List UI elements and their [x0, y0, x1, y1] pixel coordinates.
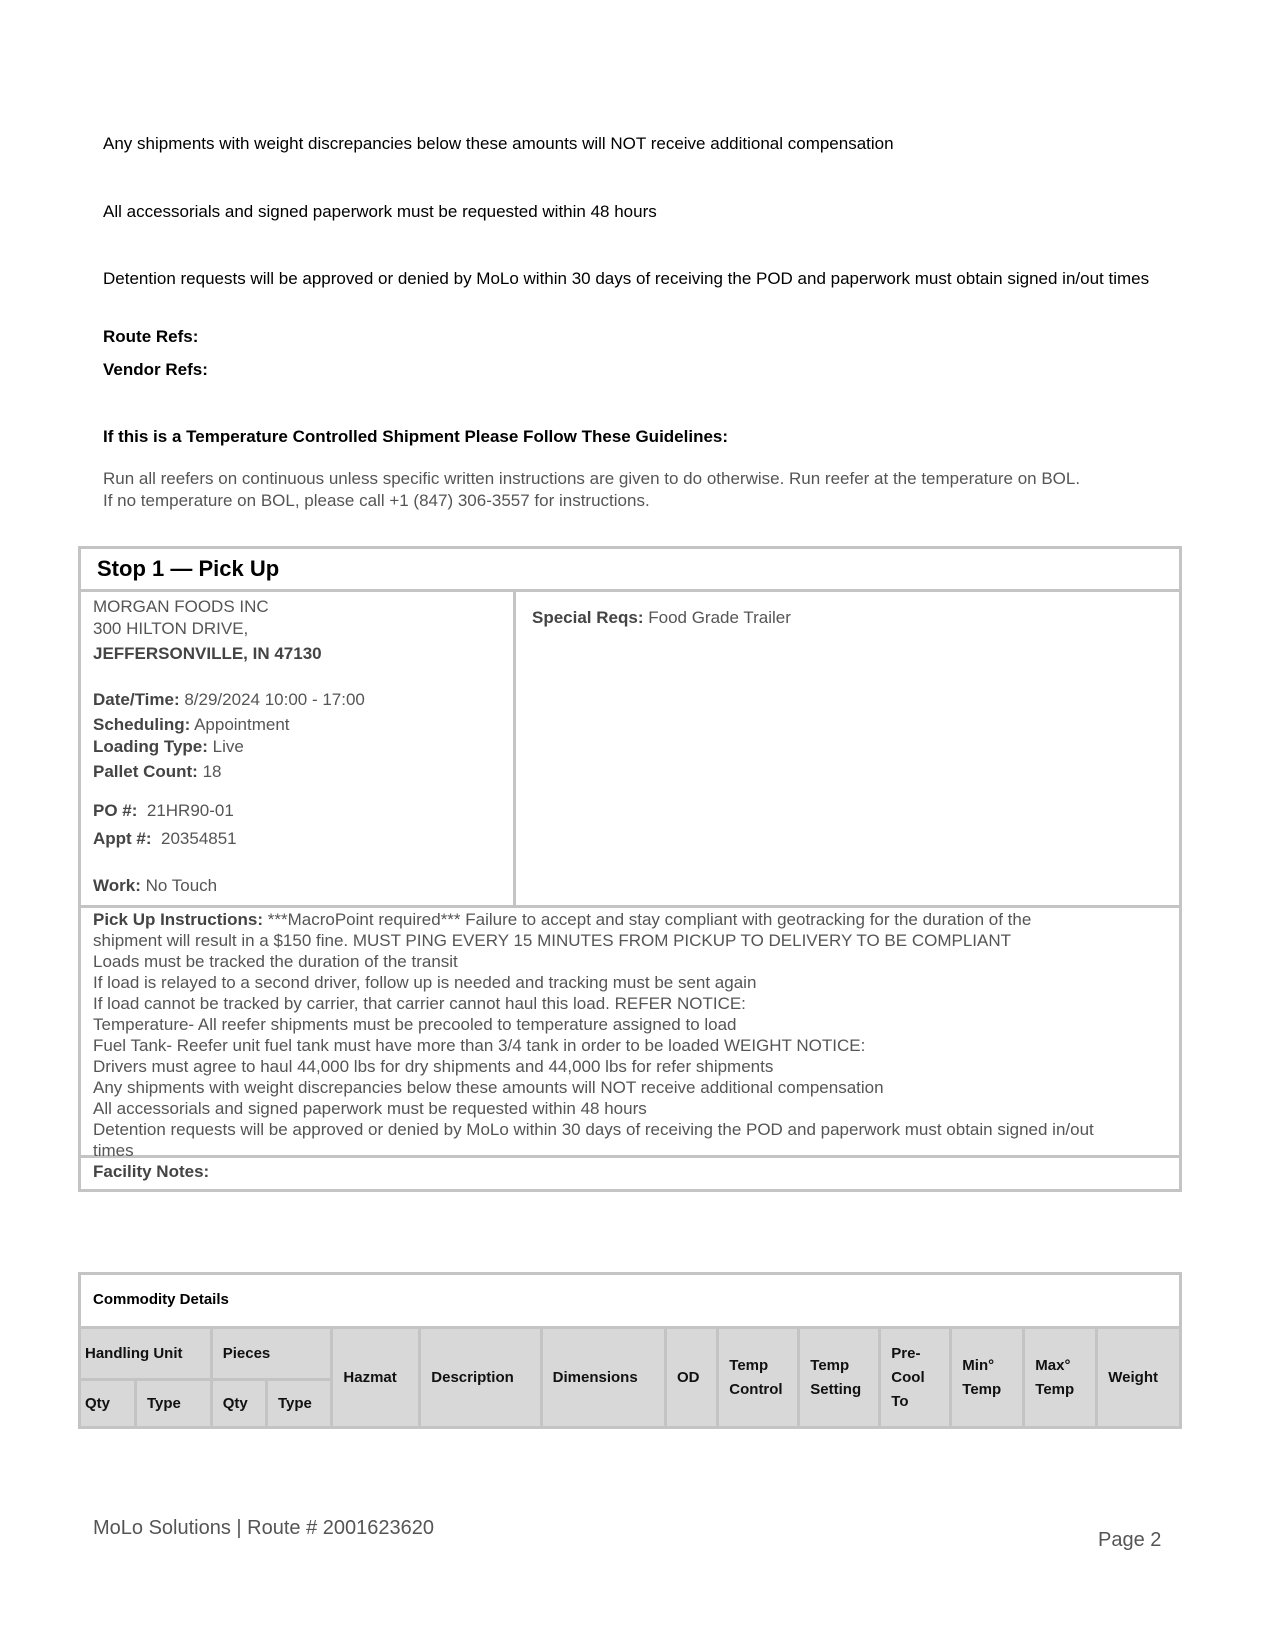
pallet-count-row: Pallet Count: 18 — [93, 762, 222, 781]
footer-page: Page 2 — [1098, 1529, 1162, 1551]
scheduling-row: Scheduling: Appointment — [93, 715, 290, 734]
instruction-line: Temperature- All reefer shipments must be precooled to temperature assigned to load — [93, 1015, 737, 1034]
precool-header: Pre-Cool To — [880, 1328, 951, 1428]
datetime-row: Date/Time: 8/29/2024 10:00 - 17:00 — [93, 690, 365, 709]
stop-header — [81, 549, 1179, 592]
temp-setting-header: Temp Setting — [799, 1328, 880, 1428]
pickup-instructions-first: Pick Up Instructions: ***MacroPoint required*** Failure to accept and stay compliant with geotracking for the duration of the shipment will result in a $150 fine. MUST PING EVERY 15 MINUTES FROM PICKUP TO DELIVERY TO BE COMPLIANT — [93, 910, 1032, 950]
appt-row: Appt #: 20354851 — [93, 829, 237, 848]
pieces-qty-header: Qty — [211, 1380, 266, 1428]
stop-title: Stop 1 — Pick Up — [97, 556, 280, 581]
hazmat-header: Hazmat — [332, 1328, 420, 1428]
instruction-line: If load is relayed to a second driver, follow up is needed and tracking must be sent again — [93, 973, 757, 992]
pickup-instructions-cell — [81, 905, 1179, 1158]
po-row: PO #: 21HR90-01 — [93, 801, 234, 820]
instruction-line: Detention requests will be approved or denied by MoLo within 30 days of receiving the POD and paperwork must obtain signed in/out times — [93, 1120, 1094, 1160]
instruction-line: All accessorials and signed paperwork must be requested within 48 hours — [93, 1099, 647, 1118]
handling-qty-header: Qty — [80, 1380, 136, 1428]
special-reqs-value: Food Grade Trailer — [648, 608, 791, 627]
footer-route: MoLo Solutions | Route # 2001623620 — [93, 1517, 435, 1539]
accessorials-notice: All accessorials and signed paperwork must be requested within 48 hours — [103, 202, 657, 221]
max-temp-header: Max° Temp — [1024, 1328, 1097, 1428]
pieces-type-header: Type — [266, 1380, 331, 1428]
description-header: Description — [420, 1328, 541, 1428]
pieces-header: Pieces — [211, 1328, 332, 1380]
work-value: No Touch — [145, 876, 218, 895]
scheduling-value: Appointment — [194, 715, 290, 734]
commodity-title-row — [78, 1272, 1182, 1326]
stop-address-cell — [81, 592, 516, 905]
route-refs-label: Route Refs: — [103, 327, 199, 346]
dimensions-header: Dimensions — [541, 1328, 665, 1428]
facility-notes-label: Facility Notes: — [93, 1162, 210, 1181]
temperature-line-2: If no temperature on BOL, please call +1 (847) 306-3557 for instructions. — [103, 491, 650, 510]
work-row: Work: No Touch — [93, 876, 218, 895]
instruction-line: Any shipments with weight discrepancies below these amounts will NOT receive additional compensation — [93, 1078, 884, 1097]
od-header: OD — [665, 1328, 717, 1428]
commodity-details-panel — [78, 1272, 1182, 1429]
loading-type-row: Loading Type: Live — [93, 737, 244, 756]
handling-unit-header: Handling Unit — [80, 1328, 212, 1380]
city-state-zip: JEFFERSONVILLE, IN 47130 — [93, 644, 322, 663]
po-value: 21HR90-01 — [146, 801, 234, 820]
weight-notice: Any shipments with weight discrepancies below these amounts will NOT receive additional compensation — [103, 134, 894, 153]
vendor-refs-label: Vendor Refs: — [103, 360, 208, 379]
instruction-line: If load cannot be tracked by carrier, that carrier cannot haul this load. REFER NOTICE: — [93, 994, 746, 1013]
pallet-count-value: 18 — [202, 762, 222, 781]
commodity-title: Commodity Details — [93, 1291, 229, 1308]
special-reqs-row: Special Reqs: Food Grade Trailer — [532, 608, 791, 627]
instruction-line: Loads must be tracked the duration of the transit — [93, 952, 458, 971]
detention-notice: Detention requests will be approved or denied by MoLo within 30 days of receiving the POD and paperwork must obtain signed in/out times — [103, 269, 1150, 288]
temp-control-header: Temp Control — [718, 1328, 799, 1428]
loading-type-value: Live — [212, 737, 244, 756]
stop-panel — [78, 546, 1182, 1192]
special-reqs-cell — [516, 592, 1179, 905]
street-address: 300 HILTON DRIVE, — [93, 619, 249, 638]
temperature-heading: If this is a Temperature Controlled Shipment Please Follow These Guidelines: — [103, 427, 729, 446]
datetime-value: 8/29/2024 10:00 - 17:00 — [184, 690, 365, 709]
weight-header: Weight — [1097, 1328, 1181, 1428]
company-name: MORGAN FOODS INC — [93, 597, 269, 616]
appt-value: 20354851 — [161, 829, 237, 848]
instruction-line: Fuel Tank- Reefer unit fuel tank must have more than 3/4 tank in order to be loaded WEIGHT NOTICE: — [93, 1036, 866, 1055]
commodity-table — [78, 1326, 1182, 1429]
temperature-line-1: Run all reefers on continuous unless specific written instructions are given to do otherwise. Run reefer at the temperature on BOL. — [103, 469, 1081, 488]
instruction-line: Drivers must agree to haul 44,000 lbs for dry shipments and 44,000 lbs for refer shipments — [93, 1057, 774, 1076]
min-temp-header: Min° Temp — [951, 1328, 1024, 1428]
handling-type-header: Type — [135, 1380, 211, 1428]
